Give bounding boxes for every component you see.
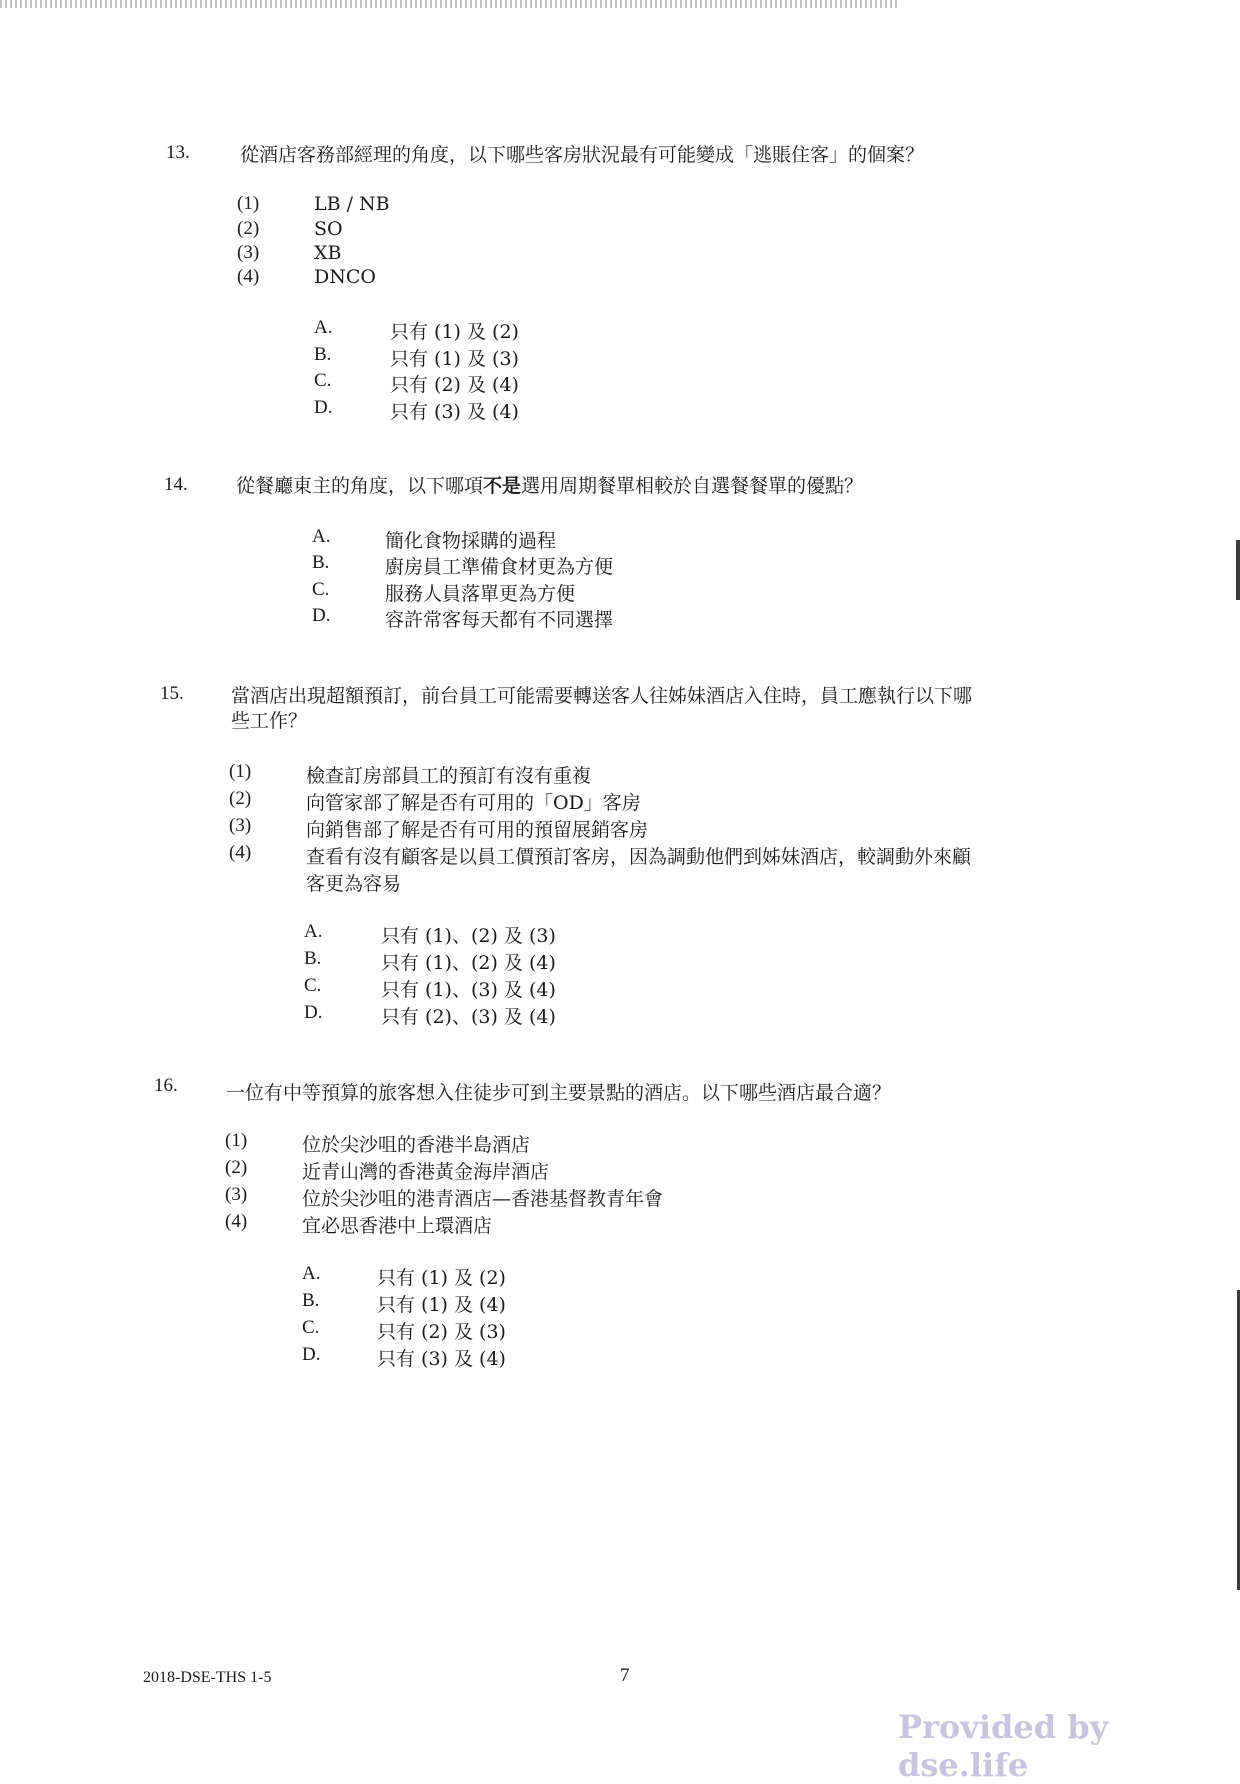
question-number: 16. — [154, 1075, 178, 1096]
scan-artifact-right — [1236, 540, 1240, 600]
question-stem-line-1: 當酒店出現超額預訂，前台員工可能需要轉送客人往姊妹酒店入住時，員工應執行以下哪 — [231, 685, 973, 707]
question-stem: 從酒店客務部經理的角度，以下哪些客房狀況最有可能變成「逃賬住客」的個案？ — [240, 144, 925, 166]
emphasis-not: 不是 — [483, 475, 522, 497]
watermark: Provided by dse.life — [898, 1708, 1109, 1784]
scan-artifact-top — [0, 0, 900, 8]
question-stem-line-2: 些工作？ — [231, 710, 308, 732]
page-number: 7 — [620, 1665, 630, 1686]
question-number: 14. — [164, 474, 188, 495]
question-stem: 從餐廳東主的角度，以下哪項不是選用周期餐單相較於自選餐餐單的優點？ — [236, 475, 864, 497]
paper-code: 2018-DSE-THS 1-5 — [143, 1669, 272, 1686]
question-number: 15. — [160, 683, 184, 704]
question-stem: 一位有中等預算的旅客想入住徒步可到主要景點的酒店。以下哪些酒店最合適？ — [226, 1082, 892, 1104]
question-number: 13. — [166, 142, 190, 163]
